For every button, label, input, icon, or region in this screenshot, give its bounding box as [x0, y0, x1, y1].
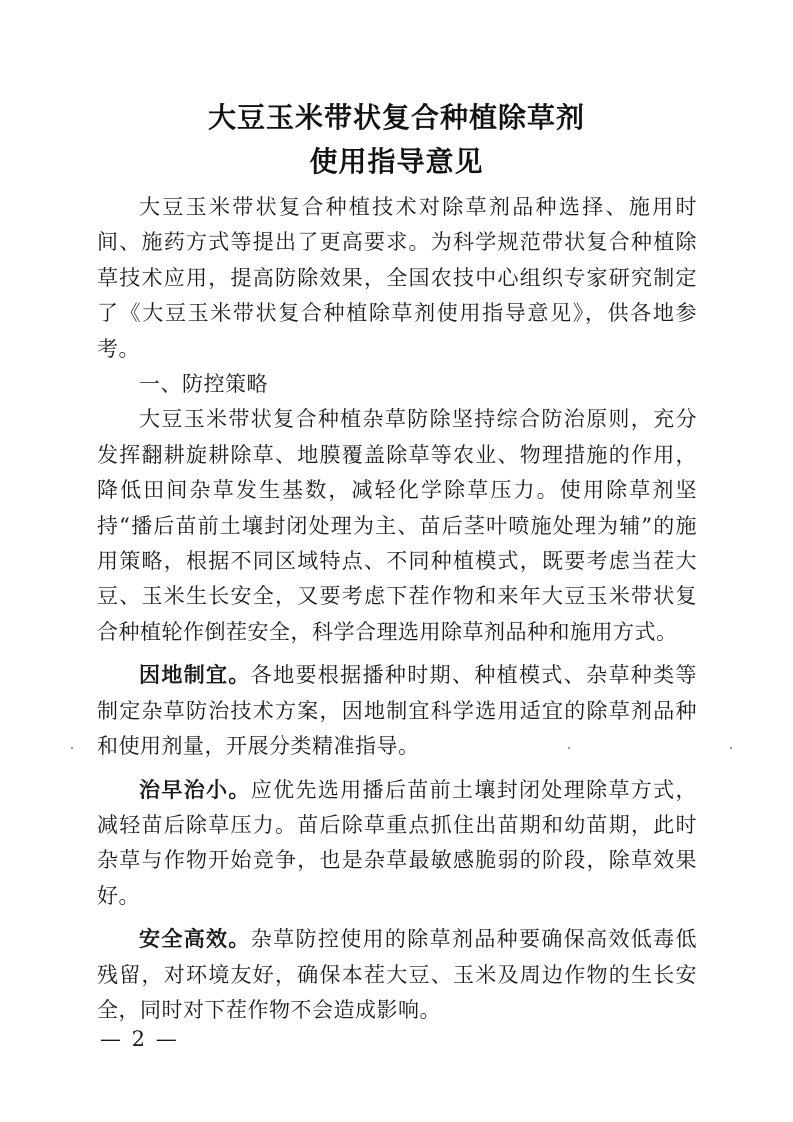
strategy-paragraph: 大豆玉米带状复合种植杂草防除坚持综合防治原则，充分发挥翻耕旋耕除草、地膜覆盖除草等农业、物理措施的作用，降低田间杂草发生基数，减轻化学除草压力。使用除草剂坚持“播后苗前土壤封闭处理为主、苗后茎叶喷施处理为辅”的施用策略，根据不同区域特点、不同种植模式，既要考虑当茬大豆、玉米生长安全，又要考虑下茬作物和来年大豆玉米带状复合种植轮作倒茬安全，科学合理选用除草剂品种和施用方式。: [97, 407, 697, 644]
principle-text: 应优先选用播后苗前土壤封闭处理除草方式，减轻苗后除草压力。苗后除草重点抓住出苗期和幼苗期，此时杂草与作物开始竞争，也是杂草最敏感脆弱的阶段，除草效果好。: [97, 777, 698, 908]
document-title-line-1: 大豆玉米带状复合种植除草剂: [207, 101, 585, 134]
page-number: — 2 —: [100, 1027, 179, 1051]
principle-lead: 治早治小。: [139, 777, 251, 802]
principle-paragraph: [97, 922, 697, 1028]
principle-paragraph: [97, 773, 697, 915]
principle-paragraph: [97, 658, 697, 764]
section-heading: 一、防控策略: [139, 372, 268, 397]
scan-speck: [568, 747, 570, 749]
document-title-line-2: 使用指导意见: [309, 145, 484, 178]
principle-text: 杂草防控使用的除草剂品种要确保高效低毒低残留，对环境友好，确保本茬大豆、玉米及周边作物的生长安全，同时对下茬作物不会造成影响。: [97, 927, 698, 1022]
principle-text: 各地要根据播种时期、种植模式、杂草种类等制定杂草防治技术方案，因地制宜科学选用适宜的除草剂品种和使用剂量，开展分类精准指导。: [97, 663, 698, 759]
document-body: [97, 190, 697, 1028]
scan-speck: [730, 747, 732, 749]
principle-lead: 安全高效。: [139, 927, 251, 952]
scan-speck: [71, 747, 73, 749]
intro-paragraph: 大豆玉米带状复合种植技术对除草剂品种选择、施用时间、施药方式等提出了更高要求。为科学规范带状复合种植除草技术应用，提高防除效果，全国农技中心组织专家研究制定了《大豆玉米带状复合种植除草剂使用指导意见》，供各地参考。: [97, 195, 697, 361]
principle-lead: 因地制宜。: [139, 663, 251, 688]
